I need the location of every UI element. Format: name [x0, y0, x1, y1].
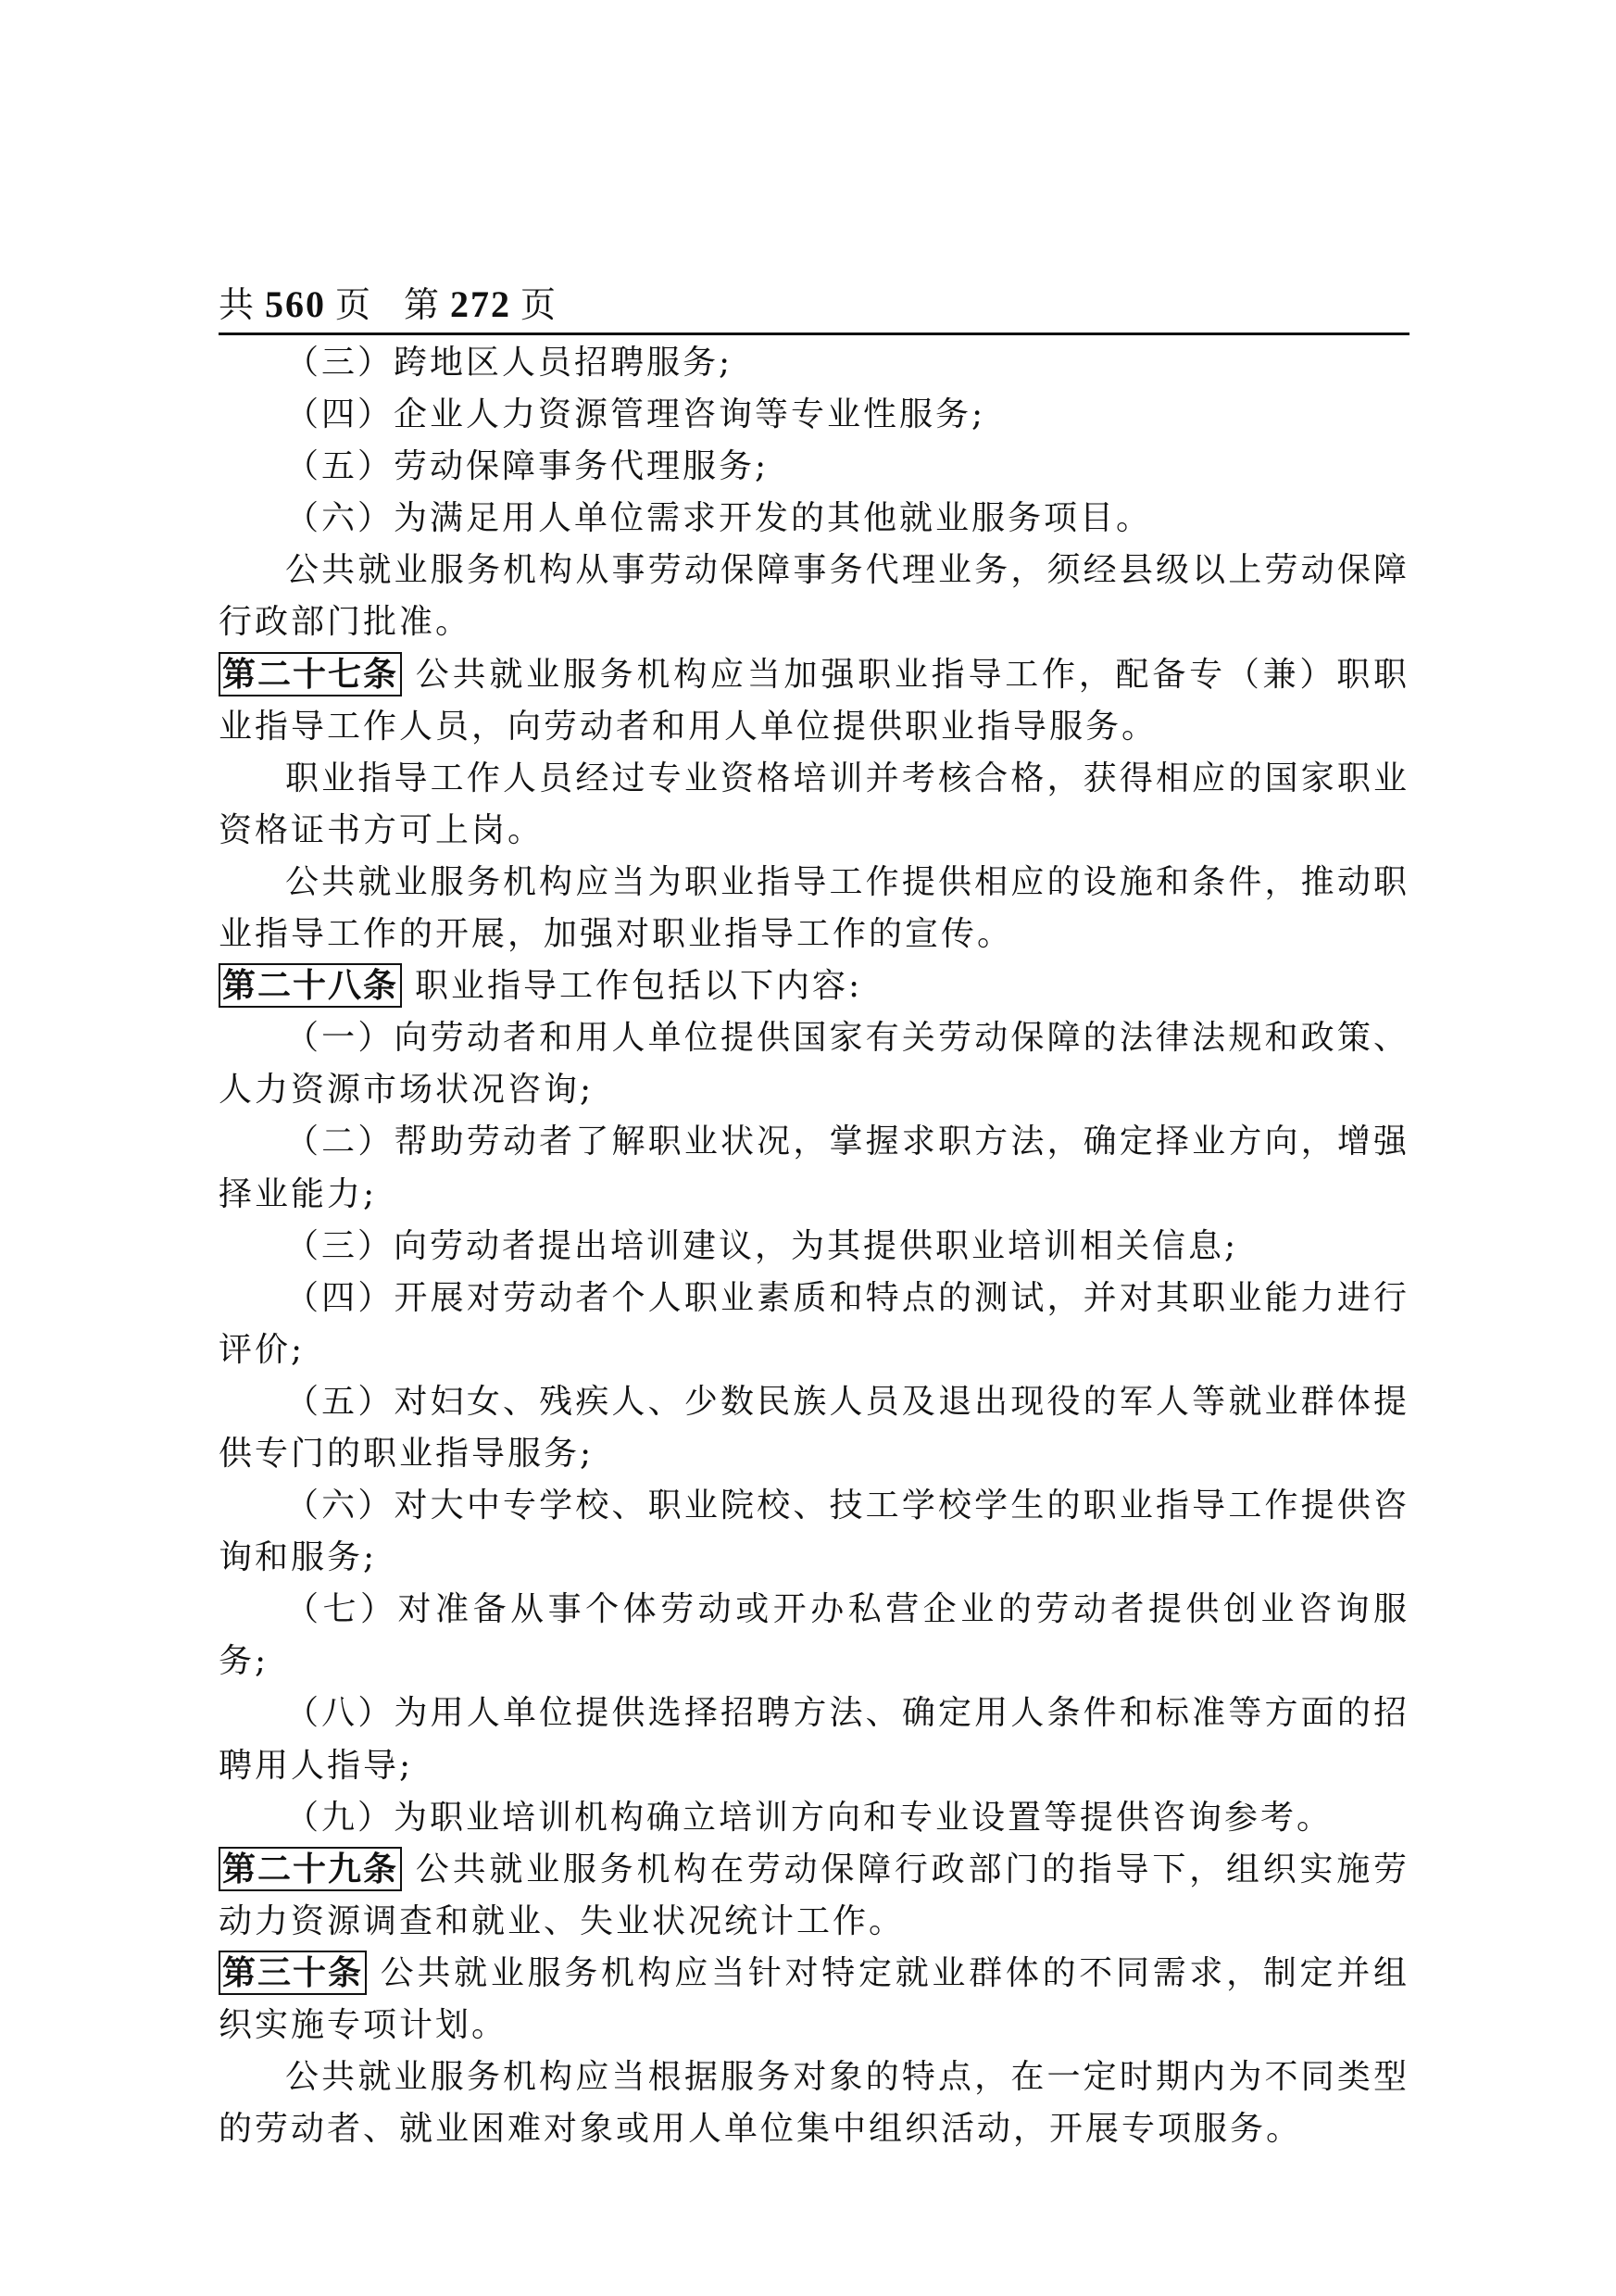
article-29	[219, 1844, 1409, 1948]
article-text: 公共就业服务机构应当针对特定就业群体的不同需求，制定并组织实施专项计划。	[219, 1953, 1409, 2044]
paragraph-text: （六）为满足用人单位需求开发的其他就业服务项目。	[285, 499, 1153, 538]
page-header	[219, 278, 1409, 332]
paragraph	[219, 2051, 1409, 2155]
paragraph-text: （九）为职业培训机构确立培训方向和专业设置等提供咨询参考。	[285, 1798, 1334, 1837]
total-pages-suffix: 页	[335, 284, 373, 325]
paragraph-text: 公共就业服务机构应当为职业指导工作提供相应的设施和条件，推动职业指导工作的开展，加强对职业指导工作的宣传。	[219, 862, 1409, 954]
article-text: 公共就业服务机构在劳动保障行政部门的指导下，组织实施劳动力资源调查和就业、失业状况统计工作。	[219, 1850, 1409, 1940]
article-label: 第二十八条	[219, 963, 402, 1008]
article-28	[219, 960, 1409, 1012]
list-item	[219, 1584, 1409, 1687]
header-rule	[219, 332, 1409, 335]
list-item	[219, 1480, 1409, 1584]
article-label: 第三十条	[219, 1951, 367, 1995]
current-page-suffix: 页	[520, 284, 558, 325]
total-pages-prefix: 共	[219, 284, 257, 325]
paragraph-text: （四）开展对劳动者个人职业素质和特点的测试，并对其职业能力进行评价;	[219, 1278, 1409, 1369]
document-body	[219, 337, 1409, 2155]
paragraph-text: 公共就业服务机构从事劳动保障事务代理业务，须经县级以上劳动保障行政部门批准。	[219, 551, 1409, 642]
paragraph-text: （五）对妇女、残疾人、少数民族人员及退出现役的军人等就业群体提供专门的职业指导服务;	[219, 1382, 1409, 1473]
article-label: 第二十九条	[219, 1847, 402, 1891]
paragraph-text: （八）为用人单位提供选择招聘方法、确定用人条件和标准等方面的招聘用人指导;	[219, 1694, 1409, 1785]
paragraph-text: （三）跨地区人员招聘服务;	[285, 344, 733, 382]
list-item	[219, 1792, 1409, 1844]
list-item	[219, 337, 1409, 389]
list-item	[219, 1116, 1409, 1220]
paragraph	[219, 753, 1409, 857]
paragraph	[219, 545, 1409, 648]
list-item	[219, 1012, 1409, 1116]
current-page-prefix: 第	[404, 284, 442, 325]
list-item	[219, 493, 1409, 545]
paragraph-text: （三）向劳动者提出培训建议，为其提供职业培训相关信息;	[285, 1226, 1239, 1265]
list-item	[219, 1376, 1409, 1480]
list-item	[219, 441, 1409, 493]
list-item	[219, 1221, 1409, 1273]
current-page-number: 272	[450, 283, 512, 325]
paragraph-text: （一）向劳动者和用人单位提供国家有关劳动保障的法律法规和政策、人力资源市场状况咨询;	[219, 1019, 1409, 1110]
article-label: 第二十七条	[219, 652, 402, 696]
paragraph-text: （五）劳动保障事务代理服务;	[285, 447, 770, 486]
paragraph-text: 公共就业服务机构应当根据服务对象的特点，在一定时期内为不同类型的劳动者、就业困难对象或用人单位集中组织活动，开展专项服务。	[219, 2058, 1409, 2149]
article-27	[219, 649, 1409, 753]
list-item	[219, 1273, 1409, 1376]
paragraph-text: （七）对准备从事个体劳动或开办私营企业的劳动者提供创业咨询服务;	[219, 1590, 1409, 1681]
paragraph-text: （四）企业人力资源管理咨询等专业性服务;	[285, 395, 986, 434]
list-item	[219, 389, 1409, 441]
list-item	[219, 1687, 1409, 1791]
paragraph-text: （六）对大中专学校、职业院校、技工学校学生的职业指导工作提供咨询和服务;	[219, 1487, 1409, 1577]
paragraph-text: 职业指导工作人员经过专业资格培训并考核合格，获得相应的国家职业资格证书方可上岗。	[219, 759, 1409, 849]
article-text: 公共就业服务机构应当加强职业指导工作，配备专（兼）职职业指导工作人员，向劳动者和用人单位提供职业指导服务。	[219, 655, 1409, 746]
total-pages-number: 560	[265, 283, 327, 325]
paragraph	[219, 857, 1409, 960]
article-30	[219, 1948, 1409, 2051]
article-text: 职业指导工作包括以下内容:	[415, 967, 863, 1006]
paragraph-text: （二）帮助劳动者了解职业状况，掌握求职方法，确定择业方向，增强择业能力;	[219, 1123, 1409, 1213]
